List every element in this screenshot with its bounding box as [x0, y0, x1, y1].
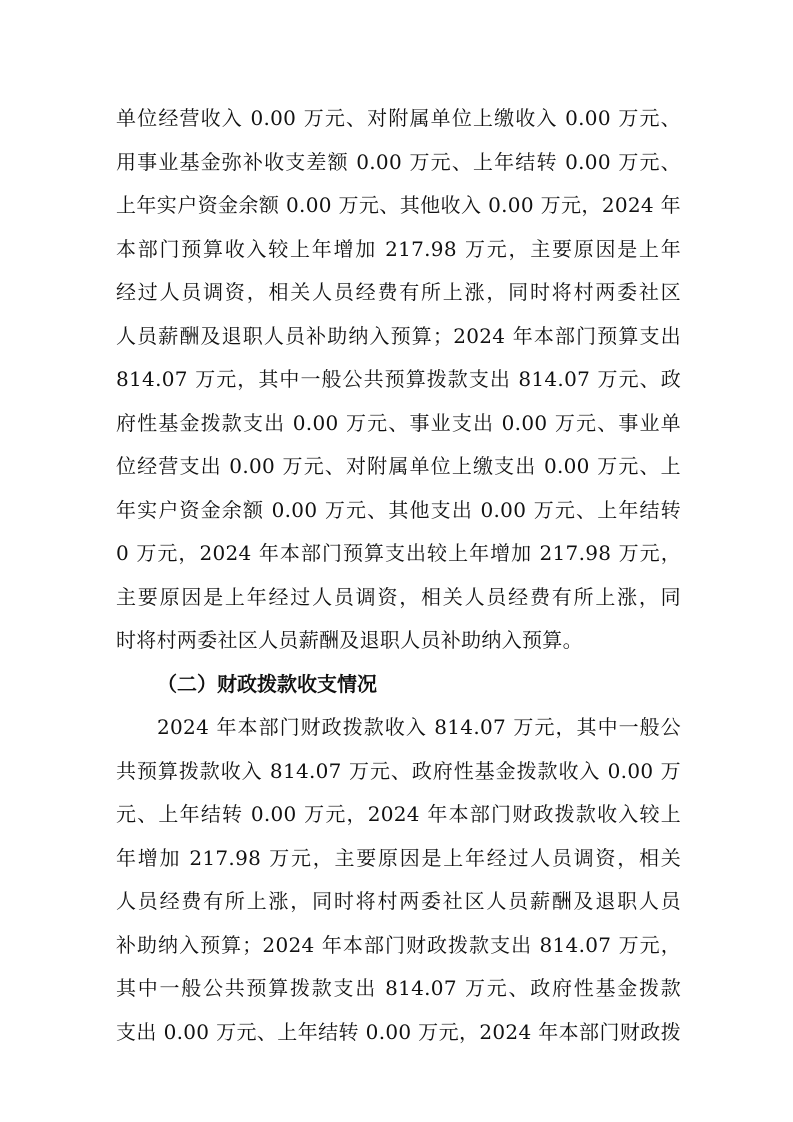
paragraph-line: 上年实户资金余额 0.00 万元、其他收入 0.00 万元，2024 年	[116, 193, 681, 217]
paragraph-line: 元、上年结转 0.00 万元，2024 年本部门财政拨款收入较上	[116, 802, 681, 826]
paragraph-line: 年增加 217.98 万元，主要原因是上年经过人员调资，相关	[116, 846, 681, 870]
paragraph-line: 2024 年本部门财政拨款收入 814.07 万元，其中一般公	[157, 715, 681, 739]
paragraph-line: 0 万元，2024 年本部门预算支出较上年增加 217.98 万元，	[116, 541, 681, 565]
paragraph-line: 府性基金拨款支出 0.00 万元、事业支出 0.00 万元、事业单	[116, 411, 681, 435]
paragraph-line: 时将村两委社区人员薪酬及退职人员补助纳入预算。	[116, 628, 583, 652]
paragraph-line: 位经营支出 0.00 万元、对附属单位上缴支出 0.00 万元、上	[116, 454, 681, 478]
paragraph-line: 经过人员调资，相关人员经费有所上涨，同时将村两委社区	[116, 280, 681, 304]
paragraph-line: 补助纳入预算；2024 年本部门财政拨款支出 814.07 万元，	[116, 933, 681, 957]
paragraph-line: 主要原因是上年经过人员调资，相关人员经费有所上涨，同	[116, 585, 681, 609]
paragraph-line: 用事业基金弥补收支差额 0.00 万元、上年结转 0.00 万元、	[116, 150, 681, 174]
paragraph-line: 814.07 万元，其中一般公共预算拨款支出 814.07 万元、政	[116, 367, 681, 391]
paragraph-line: 支出 0.00 万元、上年结转 0.00 万元，2024 年本部门财政拨	[116, 1020, 681, 1044]
paragraph-line: 单位经营收入 0.00 万元、对附属单位上缴收入 0.00 万元、	[116, 106, 681, 130]
paragraph-line: 其中一般公共预算拨款支出 814.07 万元、政府性基金拨款	[116, 976, 681, 1000]
paragraph-line: 年实户资金余额 0.00 万元、其他支出 0.00 万元、上年结转	[116, 498, 681, 522]
paragraph-line: 人员薪酬及退职人员补助纳入预算；2024 年本部门预算支出	[116, 324, 681, 348]
section-heading: （二）财政拨款收支情况	[157, 672, 377, 696]
paragraph-line: 人员经费有所上涨，同时将村两委社区人员薪酬及退职人员	[116, 889, 681, 913]
paragraph-line: 共预算拨款收入 814.07 万元、政府性基金拨款收入 0.00 万	[116, 759, 681, 783]
paragraph-line: 本部门预算收入较上年增加 217.98 万元，主要原因是上年	[116, 237, 681, 261]
